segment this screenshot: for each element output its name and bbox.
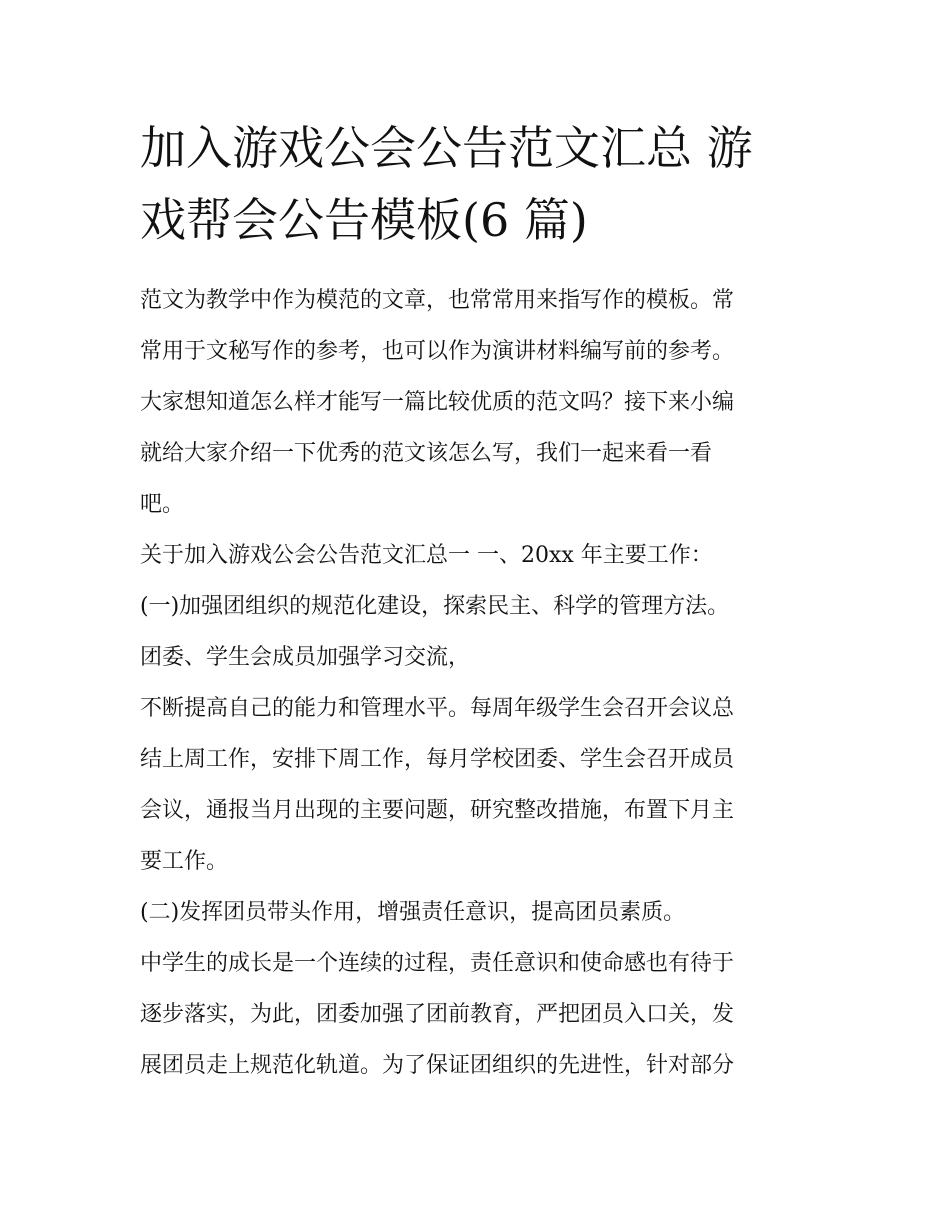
body-line: 要工作。 xyxy=(140,849,229,874)
document-title xyxy=(140,112,815,256)
body-line: 关于加入游戏公会公告范文汇总一 一、20xx 年主要工作： xyxy=(140,543,713,568)
body-line: 团委、学生会成员加强学习交流， xyxy=(140,645,471,670)
body-line: (二)发挥团员带头作用，增强责任意识，提高团员素质。 xyxy=(140,900,686,925)
body-line: 大家想知道怎么样才能写一篇比较优质的范文吗？接下来小编 xyxy=(140,390,735,415)
body-line: 不断提高自己的能力和管理水平。每周年级学生会召开会议总 xyxy=(140,696,735,721)
document-body xyxy=(140,283,820,1099)
body-line: 就给大家介绍一下优秀的范文该怎么写，我们一起来看一看 xyxy=(140,441,713,466)
body-line: 逐步落实，为此，团委加强了团前教育，严把团员入口关，发 xyxy=(140,1002,735,1027)
body-line: 会议，通报当月出现的主要问题，研究整改措施，布置下月主 xyxy=(140,798,735,823)
title-line: 加入游戏公会公告范文汇总 游 xyxy=(140,121,753,175)
body-line: 展团员走上规范化轨道。为了保证团组织的先进性，针对部分 xyxy=(140,1053,735,1078)
body-line: 吧。 xyxy=(140,492,185,517)
body-line: 范文为教学中作为模范的文章，也常常用来指写作的模板。常 xyxy=(140,288,735,313)
title-line: 戏帮会公告模板(6 篇) xyxy=(140,193,588,247)
body-line: 中学生的成长是一个连续的过程，责任意识和使命感也有待于 xyxy=(140,951,735,976)
body-line: (一)加强团组织的规范化建设，探索民主、科学的管理方法。 xyxy=(140,594,730,619)
body-line: 常用于文秘写作的参考，也可以作为演讲材料编写前的参考。 xyxy=(140,339,735,364)
body-line: 结上周工作，安排下周工作，每月学校团委、学生会召开成员 xyxy=(140,747,735,772)
